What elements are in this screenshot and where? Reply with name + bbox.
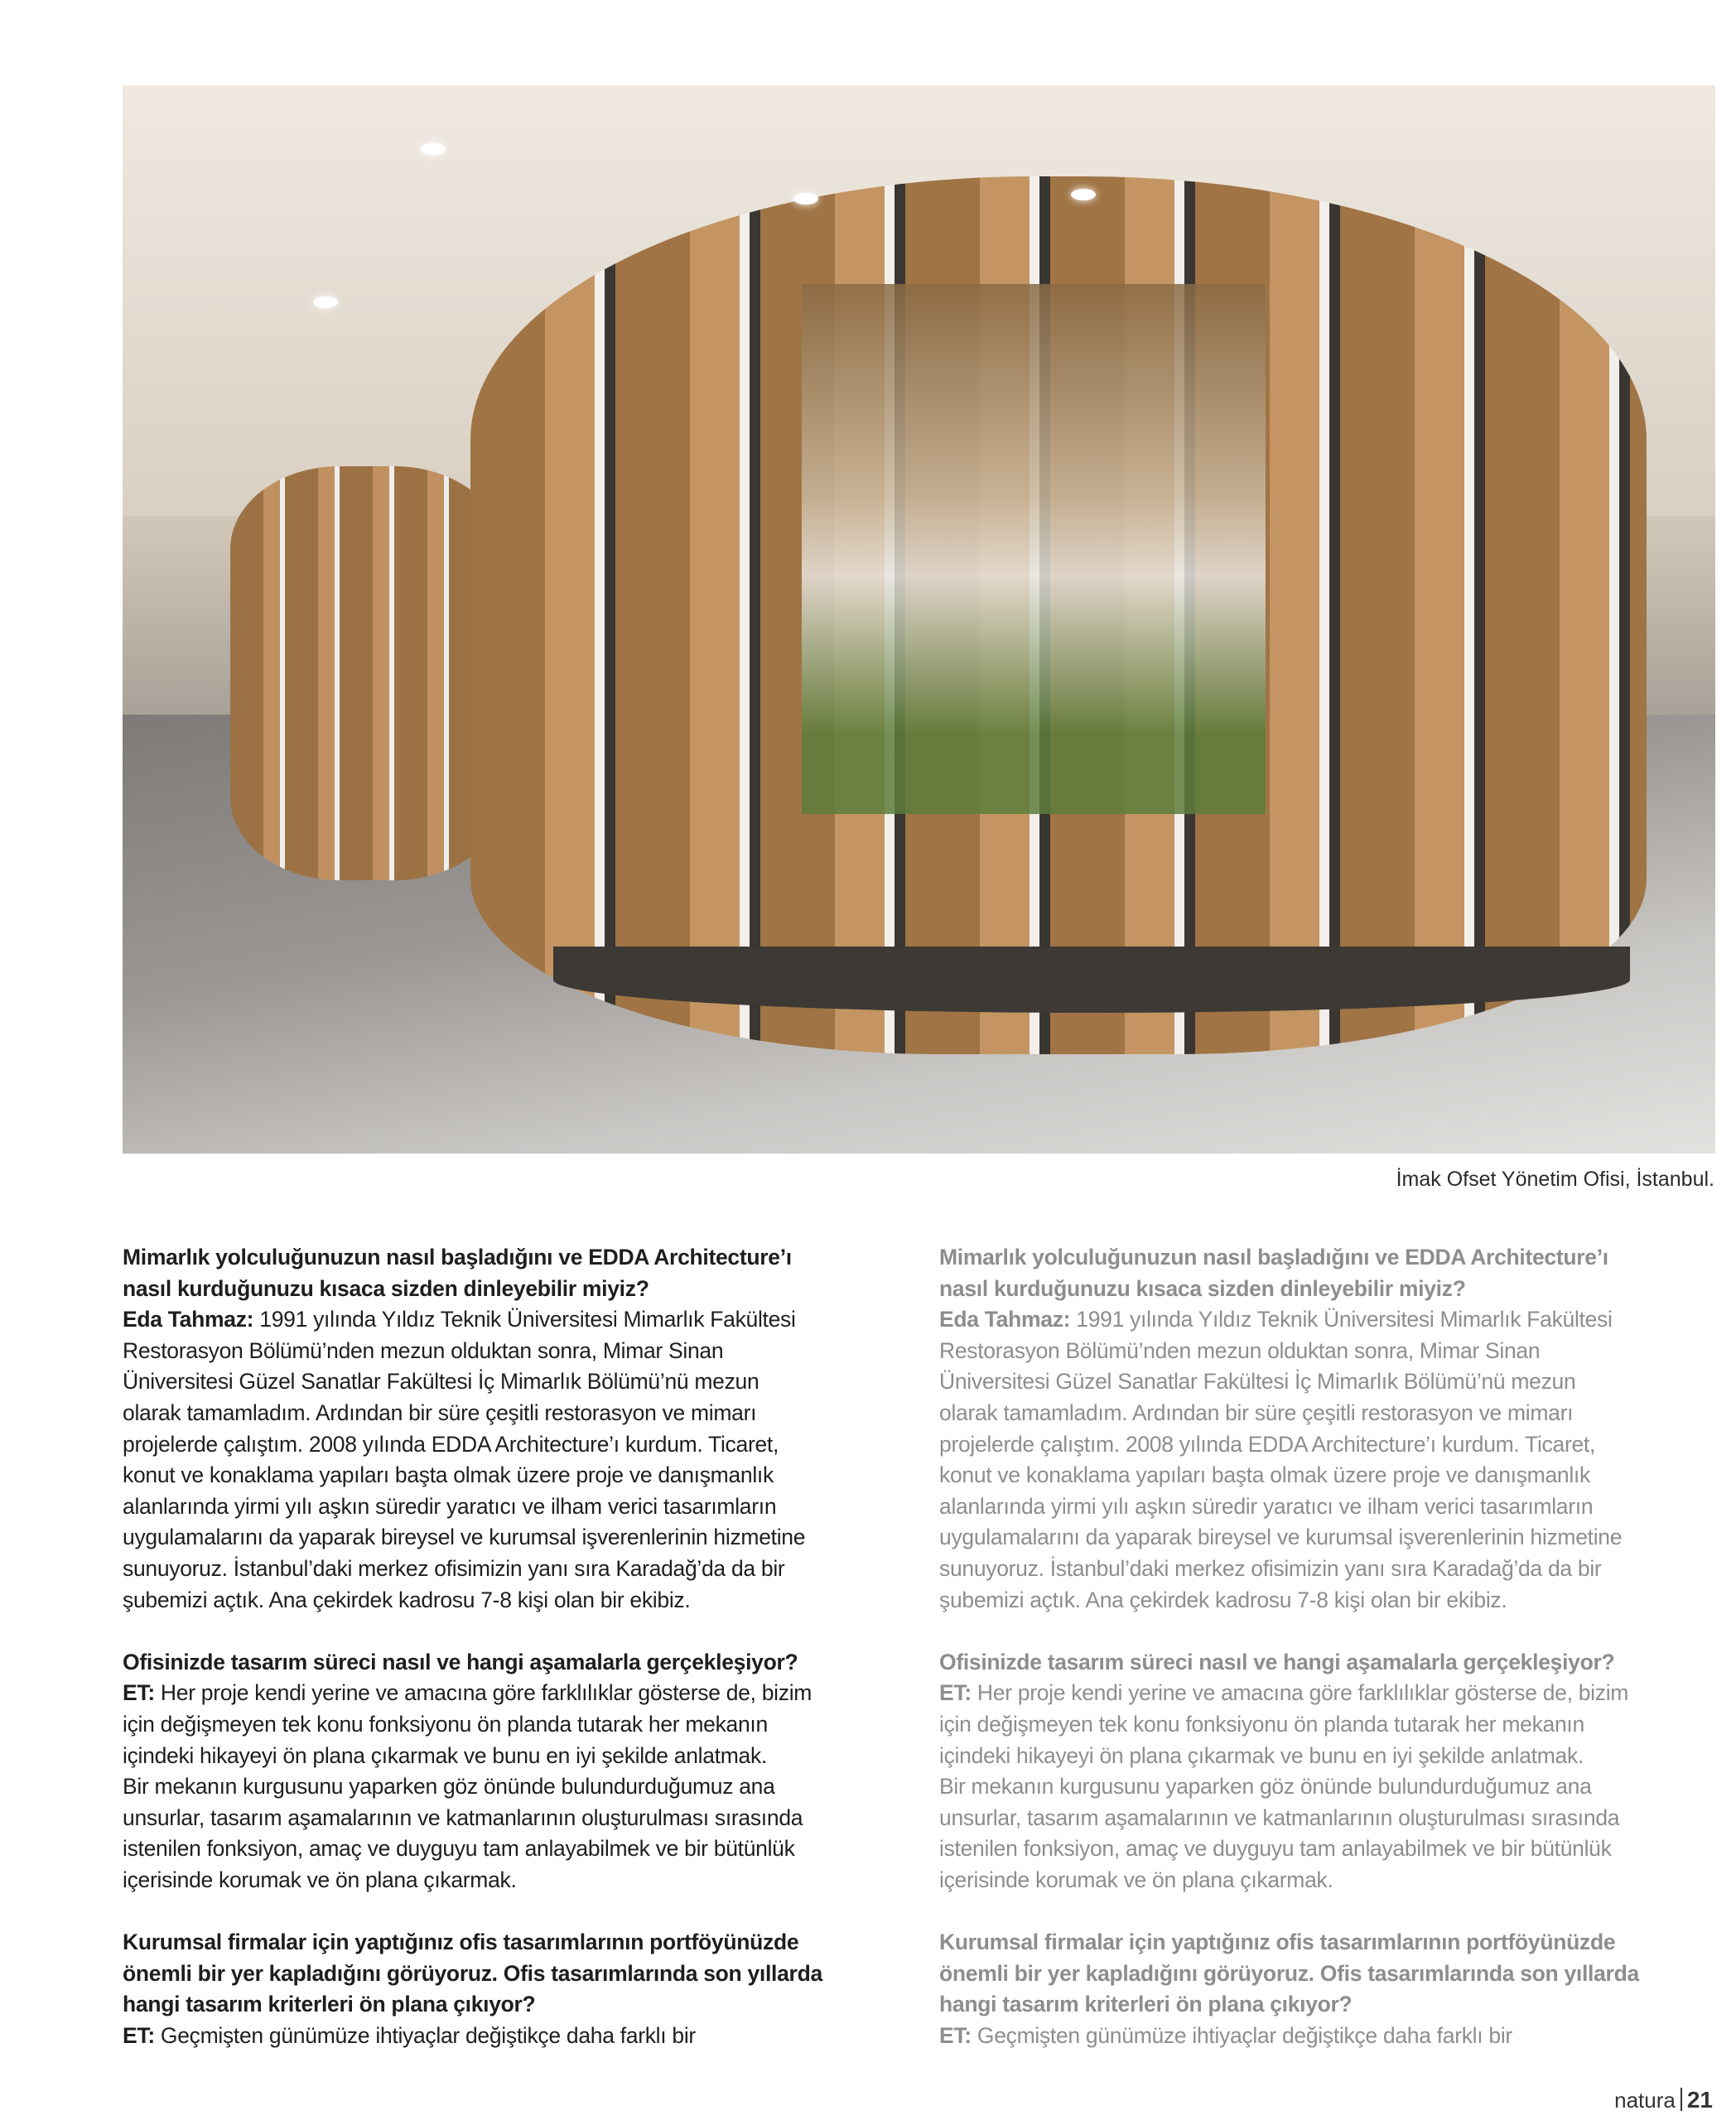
qa-block	[939, 1647, 1734, 1896]
answer-line: unsurlar, tasarım aşamalarının ve katmanlarının oluşturulması sırasında	[939, 1804, 1620, 1830]
answer-line: olarak tamamladım. Ardından bir süre çeşitli restorasyon ve mimarı	[123, 1400, 757, 1425]
answer-line	[939, 2021, 1734, 2052]
answer-line: projelerde çalıştım. 2008 yılında EDDA Architecture’ı kurdum. Ticaret,	[123, 1431, 779, 1457]
office-photo	[123, 85, 1715, 1154]
answer-line	[123, 1678, 918, 1709]
answer-line	[939, 1304, 1734, 1336]
question-line: önemli bir yer kapladığını görüyoruz. Ofis tasarımlarında son yıllarda	[939, 1960, 1639, 1986]
answer-line	[123, 1304, 918, 1336]
question-line: nasıl kurduğunuzu kısaca sizden dinleyebilir miyiz?	[939, 1275, 1466, 1301]
question-line: önemli bir yer kapladığını görüyoruz. Ofis tasarımlarında son yıllarda	[123, 1960, 822, 1986]
ceiling-light	[793, 193, 818, 205]
question-line: nasıl kurduğunuzu kısaca sizden dinleyebilir miyiz?	[123, 1275, 649, 1301]
background-wood-pod	[230, 466, 504, 880]
speaker-label: Eda Tahmaz:	[939, 1307, 1071, 1332]
answer-line: içerisinde korumak ve ön plana çıkarmak.	[939, 1867, 1333, 1892]
answer-line: uygulamalarını da yaparak bireysel ve kurumsal işverenlerinin hizmetine	[939, 1525, 1623, 1550]
article-column-left	[123, 1242, 918, 2083]
answer-line: uygulamalarını da yaparak bireysel ve kurumsal işverenlerinin hizmetine	[123, 1525, 806, 1550]
ceiling-light	[421, 143, 446, 155]
answer-text: Geçmişten günümüze ihtiyaçlar değiştikçe daha farklı bir	[971, 2022, 1512, 2048]
ceiling-light	[313, 296, 338, 308]
question-line: Mimarlık yolculuğunuzun nasıl başladığını ve EDDA Architecture’ı	[939, 1245, 1608, 1270]
answer-line	[123, 2021, 918, 2052]
answer-text: Geçmişten günümüze ihtiyaçlar değiştikçe daha farklı bir	[154, 2022, 696, 2048]
answer-line: konut ve konaklama yapıları başta olmak üzere proje ve danışmanlık	[123, 1462, 774, 1488]
pod-base	[553, 947, 1630, 1013]
answer-line: Üniversitesi Güzel Sanatlar Fakültesi İç Mimarlık Bölümü’nü mezun	[123, 1369, 760, 1395]
answer-line: istenilen fonksiyon, amaç ve duyguyu tam anlayabilmek ve bir bütünlük	[939, 1836, 1612, 1862]
answer-text: 1991 yılında Yıldız Teknik Üniversitesi Mimarlık Fakültesi	[1070, 1307, 1613, 1332]
answer-line: içindeki hikayeyi ön plana çıkarmak ve bunu en iyi şekilde anlatmak.	[939, 1742, 1584, 1768]
page-number: 21	[1686, 2087, 1713, 2113]
answer-line: projelerde çalıştım. 2008 yılında EDDA Architecture’ı kurdum. Ticaret,	[939, 1431, 1596, 1457]
speaker-label: ET:	[123, 1680, 155, 1706]
question-line: Kurumsal firmalar için yaptığınız ofis tasarımlarının portföyünüzde	[939, 1930, 1616, 1955]
answer-line: istenilen fonksiyon, amaç ve duyguyu tam anlayabilmek ve bir bütünlük	[123, 1836, 795, 1862]
answer-line: için değişmeyen tek konu fonksiyonu ön planda tutarak her mekanın	[939, 1711, 1584, 1737]
qa-block	[123, 1927, 918, 2051]
answer-line: unsurlar, tasarım aşamalarının ve katmanlarının oluşturulması sırasında	[123, 1804, 803, 1830]
answer-line: şubemizi açtık. Ana çekirdek kadrosu 7-8 kişi olan bir ekibiz.	[123, 1587, 691, 1612]
answer-text: 1991 yılında Yıldız Teknik Üniversitesi Mimarlık Fakültesi	[253, 1307, 796, 1332]
answer-line: içindeki hikayeyi ön plana çıkarmak ve bunu en iyi şekilde anlatmak.	[123, 1742, 767, 1768]
answer-line: alanlarında yirmi yılı aşkın süredir yaratıcı ve ilham verici tasarımların	[939, 1493, 1594, 1519]
answer-line: Bir mekanın kurgusunu yaparken göz önünde bulundurduğumuz ana	[939, 1774, 1592, 1800]
answer-line	[939, 1678, 1734, 1709]
qa-block	[123, 1647, 918, 1896]
answer-text: Her proje kendi yerine ve amacına göre farklılıklar gösterse de, bizim	[154, 1680, 813, 1706]
article-column-right	[939, 1242, 1734, 2083]
speaker-label: ET:	[939, 1680, 972, 1706]
qa-block	[939, 1927, 1734, 2051]
answer-line: olarak tamamladım. Ardından bir süre çeşitli restorasyon ve mimarı	[939, 1400, 1574, 1425]
ceiling-light	[1071, 189, 1096, 200]
question-line: hangi tasarım kriterleri ön plana çıkıyor?	[123, 1992, 536, 2017]
magazine-name: natura	[1614, 2088, 1676, 2113]
answer-line: Üniversitesi Güzel Sanatlar Fakültesi İç Mimarlık Bölümü’nü mezun	[939, 1369, 1576, 1395]
answer-line: alanlarında yirmi yılı aşkın süredir yaratıcı ve ilham verici tasarımların	[123, 1493, 777, 1519]
page-footer	[1614, 2087, 1713, 2113]
answer-line: Restorasyon Bölümü’nden mezun olduktan sonra, Mimar Sinan	[123, 1337, 724, 1363]
answer-line: sunuyoruz. İstanbul’daki merkez ofisimizin yanı sıra Karadağ’da da bir	[939, 1555, 1602, 1581]
question-line: Mimarlık yolculuğunuzun nasıl başladığını ve EDDA Architecture’ı	[123, 1245, 792, 1270]
question-line: Kurumsal firmalar için yaptığınız ofis tasarımlarının portföyünüzde	[123, 1930, 799, 1955]
answer-line: Bir mekanın kurgusunu yaparken göz önünde bulundurduğumuz ana	[123, 1774, 775, 1800]
question-line: hangi tasarım kriterleri ön plana çıkıyor?	[939, 1992, 1353, 2017]
answer-line: sunuyoruz. İstanbul’daki merkez ofisimizin yanı sıra Karadağ’da da bir	[123, 1555, 785, 1581]
speaker-label: ET:	[939, 2022, 972, 2048]
question-line: Ofisinizde tasarım süreci nasıl ve hangi aşamalarla gerçekleşiyor?	[123, 1649, 798, 1674]
photo-caption: İmak Ofset Yönetim Ofisi, İstanbul.	[1396, 1168, 1714, 1191]
speaker-label: Eda Tahmaz:	[123, 1307, 254, 1332]
question-line: Ofisinizde tasarım süreci nasıl ve hangi aşamalarla gerçekleşiyor?	[939, 1649, 1615, 1674]
qa-block	[939, 1242, 1734, 1616]
answer-line: Restorasyon Bölümü’nden mezun olduktan sonra, Mimar Sinan	[939, 1337, 1541, 1363]
answer-text: Her proje kendi yerine ve amacına göre farklılıklar gösterse de, bizim	[971, 1680, 1629, 1706]
answer-line: şubemizi açtık. Ana çekirdek kadrosu 7-8 kişi olan bir ekibiz.	[939, 1587, 1507, 1612]
answer-line: içerisinde korumak ve ön plana çıkarmak.	[123, 1867, 517, 1892]
answer-line: için değişmeyen tek konu fonksiyonu ön planda tutarak her mekanın	[123, 1711, 768, 1737]
pod-interior	[802, 284, 1266, 814]
speaker-label: ET:	[123, 2022, 155, 2048]
qa-block	[123, 1242, 918, 1616]
divider	[1681, 2088, 1682, 2111]
answer-line: konut ve konaklama yapıları başta olmak üzere proje ve danışmanlık	[939, 1462, 1590, 1488]
